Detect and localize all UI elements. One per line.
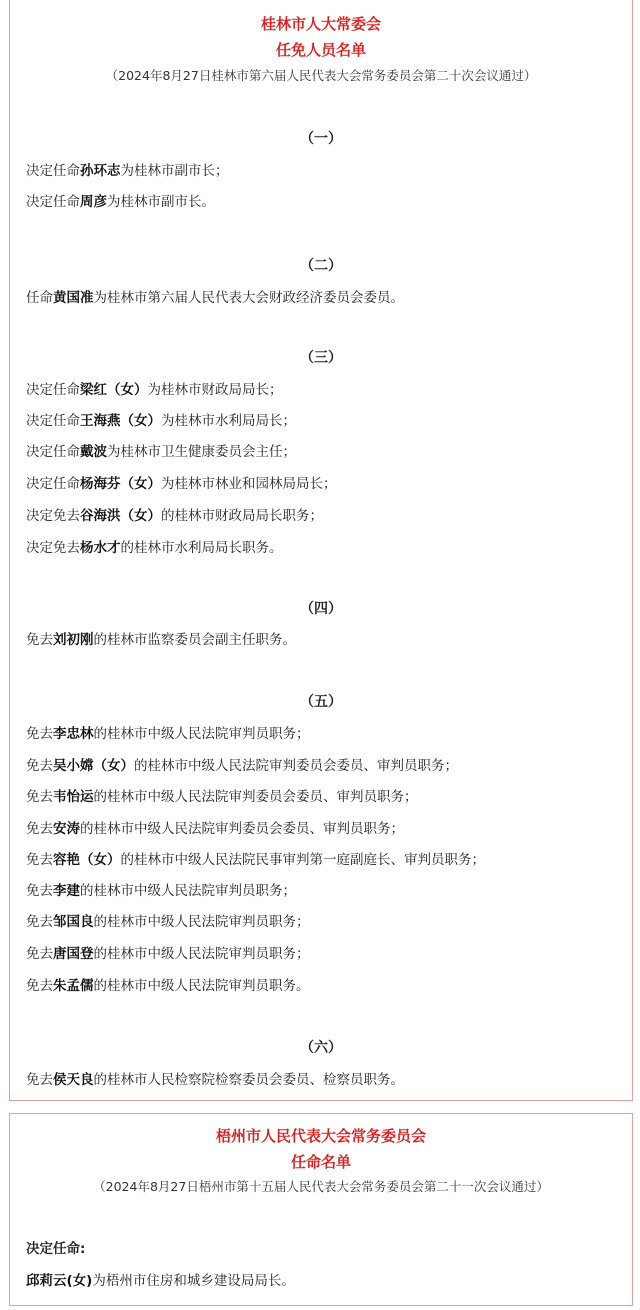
doc1-session-note: （2024年8月27日桂林市第六届人民代表大会常务委员会第二十次会议通过） <box>105 68 537 83</box>
appointment-line: 决定任命孙环志为桂林市副市长； <box>26 163 229 179</box>
appointment-line: 决定任命周彦为桂林市副市长。 <box>26 194 215 210</box>
person-name: 周彦 <box>80 194 107 210</box>
doc2-session-note: （2024年8月27日梧州市第十五届人民代表大会常务委员会第二十一次会议通过） <box>93 1179 549 1194</box>
appointment-line: 决定任命梁红（女）为桂林市财政局局长； <box>26 382 283 398</box>
section-heading-6: （六） <box>300 1040 342 1056</box>
person-name: 刘初刚 <box>53 632 94 648</box>
appointment-line: 免去刘初刚的桂林市监察委员会副主任职务。 <box>26 632 296 648</box>
doc1-title: 桂林市人大常委会 <box>260 15 381 33</box>
person-name: 朱孟儒 <box>53 978 94 994</box>
person-name: 王海燕（女） <box>80 413 161 429</box>
appointment-line: 决定免去杨水才的桂林市水利局局长职务。 <box>26 540 283 556</box>
person-name: 侯天良 <box>53 1072 94 1088</box>
person-name: 黄国准 <box>53 290 94 306</box>
person-name: 戴波 <box>80 444 107 460</box>
section-heading-1: （一） <box>300 131 342 147</box>
doc2-title: 梧州市人民代表大会常务委员会 <box>215 1127 426 1145</box>
doc1-subtitle-title: 任免人员名单 <box>275 41 366 59</box>
appointment-line: 决定免去谷海洪（女）的桂林市财政局局长职务； <box>26 508 323 524</box>
person-name: 梁红（女） <box>80 382 148 398</box>
guilin-appointment-document <box>9 0 633 1101</box>
appointment-line: 决定任命杨海芬（女）为桂林市林业和园林局局长； <box>26 476 337 492</box>
appointment-line: 免去唐国登的桂林市中级人民法院审判员职务； <box>26 946 310 962</box>
appointment-line: 免去李忠林的桂林市中级人民法院审判员职务； <box>26 726 310 742</box>
section-heading-2: （二） <box>300 258 342 274</box>
appointment-line: 邱莉云(女)为梧州市住房和城乡建设局局长。 <box>26 1273 295 1289</box>
person-name: 李建 <box>53 883 80 899</box>
person-name: 杨水才 <box>80 540 121 556</box>
appointment-line: 免去李建的桂林市中级人民法院审判员职务； <box>26 883 296 899</box>
person-name: 邱莉云(女) <box>26 1273 93 1289</box>
section-heading-3: （三） <box>300 350 342 366</box>
person-name: 吴小嫦（女） <box>53 758 134 774</box>
doc2-subtitle-title: 任命名单 <box>290 1153 351 1171</box>
person-name: 邹国良 <box>53 914 94 930</box>
section-heading-5: （五） <box>300 694 342 710</box>
appointment-line: 免去容艳（女）的桂林市中级人民法院民事审判第一庭副庭长、审判员职务； <box>26 852 485 868</box>
appointment-line: 免去安涛的桂林市中级人民法院审判委员会委员、审判员职务； <box>26 821 404 837</box>
section-heading-4: （四） <box>300 601 342 617</box>
person-name: 唐国登 <box>53 946 94 962</box>
appointment-line: 决定任命王海燕（女）为桂林市水利局局长； <box>26 413 296 429</box>
wuzhou-appointment-document <box>9 1113 633 1306</box>
decision-label: 决定任命: <box>26 1241 86 1257</box>
appointment-line: 免去吴小嫦（女）的桂林市中级人民法院审判委员会委员、审判员职务； <box>26 758 458 774</box>
person-name: 谷海洪（女） <box>80 508 161 524</box>
appointment-line: 免去朱孟儒的桂林市中级人民法院审判员职务。 <box>26 978 310 994</box>
person-name: 安涛 <box>53 821 80 837</box>
person-name: 孙环志 <box>80 163 121 179</box>
appointment-line: 决定任命戴波为桂林市卫生健康委员会主任； <box>26 444 296 460</box>
person-name: 容艳（女） <box>53 852 121 868</box>
person-name: 韦怡运 <box>53 789 94 805</box>
appointment-line: 免去侯天良的桂林市人民检察院检察委员会委员、检察员职务。 <box>26 1072 404 1088</box>
person-name: 李忠林 <box>53 726 94 742</box>
person-name: 杨海芬（女） <box>80 476 161 492</box>
appointment-line: 免去邹国良的桂林市中级人民法院审判员职务； <box>26 914 310 930</box>
appointment-line: 任命黄国准为桂林市第六届人民代表大会财政经济委员会委员。 <box>26 290 404 306</box>
appointment-line: 免去韦怡运的桂林市中级人民法院审判委员会委员、审判员职务； <box>26 789 418 805</box>
